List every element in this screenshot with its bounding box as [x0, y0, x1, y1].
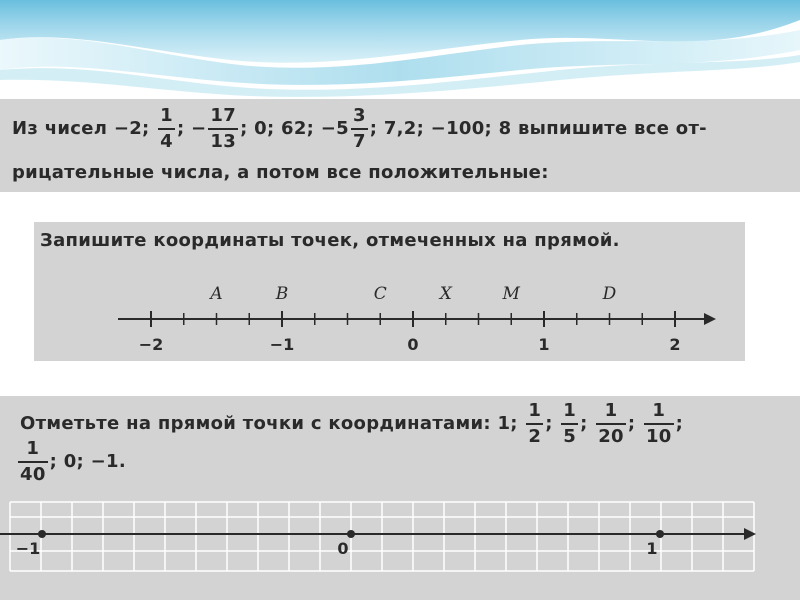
tick-label: −2 [138, 335, 164, 354]
fraction-numerator: 1 [604, 400, 618, 421]
axis-point [656, 530, 664, 538]
task1-tail: ; 7,2; −100; 8 выпишите все от- [369, 118, 707, 139]
fraction-numerator: 1 [652, 400, 666, 421]
fraction [158, 107, 175, 151]
point-label-a: A [210, 284, 223, 304]
fraction-denominator: 40 [18, 461, 48, 484]
fraction-denominator: 20 [596, 423, 626, 446]
tick-label: −1 [15, 539, 41, 558]
point-label-d: D [602, 284, 617, 304]
axis-arrow [704, 313, 716, 325]
task1-numbers: ; 0; 62; −5 [240, 118, 349, 139]
point-label-c: C [373, 284, 387, 304]
tick-label: −1 [269, 335, 295, 354]
fraction-numerator: 17 [210, 105, 237, 126]
number-line-grid [0, 396, 800, 600]
axis-point [347, 530, 355, 538]
tick-label: 1 [646, 539, 658, 558]
point-label-b: B [275, 284, 289, 304]
fraction-numerator: 3 [352, 105, 366, 126]
fraction-denominator: 13 [208, 128, 238, 151]
task1-intro: Из чисел [12, 118, 108, 139]
fraction [208, 107, 238, 151]
task1-panel [0, 99, 800, 192]
task2-panel [34, 222, 745, 361]
point-label-x: X [439, 284, 452, 304]
task3-end: ; 0; −1. [49, 451, 126, 472]
separator: ; [176, 118, 185, 139]
fraction-numerator: 1 [26, 438, 40, 459]
fraction-denominator: 5 [561, 423, 578, 446]
tick-label: 0 [337, 539, 349, 558]
fraction-denominator: 2 [526, 423, 543, 446]
separator: ; [675, 413, 684, 434]
task1-line2: рицательные числа, а потом все положительные: [12, 162, 549, 183]
fraction [351, 107, 368, 151]
task3-panel [0, 396, 800, 600]
tick-label: 0 [407, 335, 419, 354]
minus-sign: − [191, 118, 207, 139]
fraction-denominator: 4 [158, 128, 175, 151]
task3-intro: Отметьте на прямой точки с координатами: 1; [20, 413, 518, 434]
task1-number: −2; [113, 118, 150, 139]
task2-text: Запишите координаты точек, отмеченных на прямой. [40, 230, 620, 251]
separator: ; [580, 413, 588, 434]
separator: ; [545, 413, 553, 434]
fraction-denominator: 10 [644, 423, 674, 446]
axis-point [38, 530, 46, 538]
tick-label: 1 [538, 335, 550, 354]
tick-label: 2 [669, 335, 681, 354]
separator: ; [627, 413, 636, 434]
fraction-denominator: 7 [351, 128, 368, 151]
fraction-numerator: 1 [528, 400, 542, 421]
task1-line1 [12, 107, 707, 151]
point-label-m: M [502, 284, 520, 304]
fraction-numerator: 1 [160, 105, 173, 126]
fraction-numerator: 1 [563, 400, 577, 421]
